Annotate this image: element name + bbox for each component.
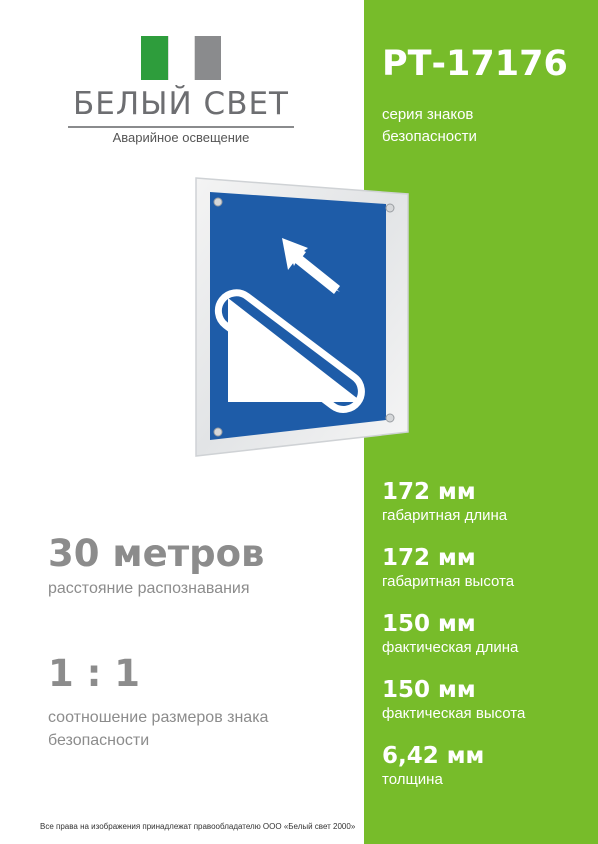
aspect-ratio: 1 : 1 [48,652,141,695]
spec-height-actual [382,676,525,724]
spec-value: 6,42 мм [382,743,485,769]
spec-label: габаритная высота [382,573,515,590]
spec-label: фактическая длина [382,639,519,656]
spec-thickness [382,742,484,790]
safety-sign-image [190,174,412,458]
brand-logo [68,36,294,146]
recognition-distance-label: расстояние распознавания [48,580,250,597]
spec-length-actual [382,610,518,658]
spec-value: 150 мм [382,677,476,703]
product-series: серия знаков безопасности [382,106,477,145]
copyright-footer: Все права на изображения принадлежат правообладателю ООО «Белый свет 2000» [40,822,356,831]
brand-name: БЕЛЫЙ СВЕТ [73,86,289,122]
spec-label: толщина [382,771,443,788]
aspect-ratio-label: соотношение размеров знака безопасности [48,709,269,749]
product-code: РТ-17176 [382,44,568,84]
spec-value: 172 мм [382,545,476,571]
brand-tagline: Аварийное освещение [112,130,250,145]
spec-label: фактическая высота [382,705,526,722]
spec-value: 172 мм [382,479,476,505]
spec-length-overall [382,478,507,526]
spec-height-overall [382,544,514,592]
logo-bars-icon [141,36,221,80]
spec-label: габаритная длина [382,507,508,524]
spec-value: 150 мм [382,611,476,637]
recognition-distance: 30 метров [48,532,265,575]
logo-divider [68,126,294,128]
